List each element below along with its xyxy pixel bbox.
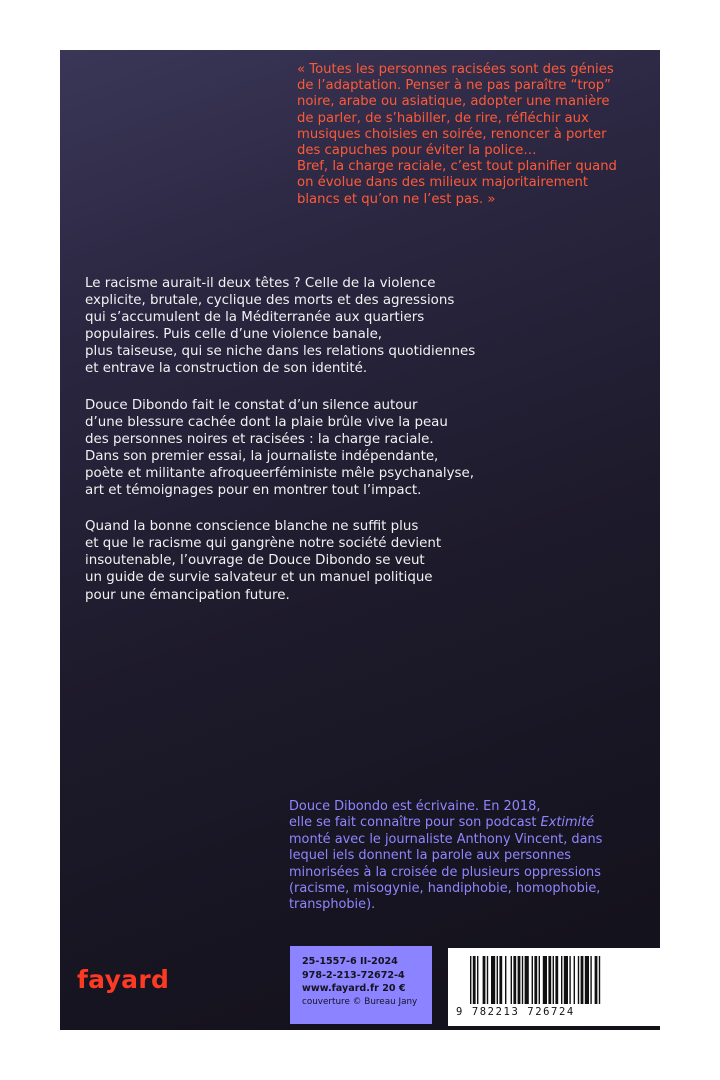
barcode-bar [483,956,486,1004]
barcode-bar [561,956,562,1004]
publisher-logo: fayard [77,965,170,994]
barcode-bar [581,956,584,1004]
barcode-bar [522,956,523,1004]
barcode-number: 9 782213 726724 [456,1006,575,1018]
barcode-bar [590,956,591,1004]
info-box [290,946,432,1024]
barcode-bar [511,956,512,1004]
product-code: 25-1557-6 II-2024 [302,956,398,967]
blurb [85,275,645,623]
barcode-bar [513,956,516,1004]
barcode-bar [595,956,598,1004]
cover-credit: couverture © Bureau Jany [302,996,418,1007]
author-bio [289,799,649,914]
barcode-bar [487,956,488,1004]
podcast-title: Extimité [540,815,595,831]
barcode-bar [548,956,551,1004]
barcode [448,948,660,1026]
pull-quote: « Toutes les personnes racisées sont des génies de l’adaptation. Penser à ne pas paraître “trop” noire, arabe ou asiatique, adopter une manière de parler, de s’habiller, de rire, réfléchir aux musiques choisies en soirée, renoncer à porter des capuches pour éviter la police… Bref, la charge raciale, c’est tout planifier quand on évolue dans des milieux majoritairement blancs et qu’on ne l’est pas. » [297,62,617,207]
barcode-bar [497,956,498,1004]
author-bio-part-1: Douce Dibondo est écrivaine. En 2018, elle se fait connaître pour son podcast [289,799,541,831]
barcode-bar [505,956,506,1004]
barcode-bar [534,956,537,1004]
barcode-bar [470,956,471,1004]
barcode-bar [569,956,570,1004]
barcode-bar [599,956,600,1004]
blurb-paragraph-1: Le racisme aurait-il deux têtes ? Celle de la violence explicite, brutale, cyclique des morts et des agressions qui s’accumulent de la Méditerranée aux quartiers populaires. Puis celle d’une violence banale, plus taiseuse, qui se niche dans les relations quotidiennes et entrave la construction de son identité. [85,276,476,377]
barcode-bar [578,956,579,1004]
isbn-text: 978-2-213-72672-4 [302,969,405,981]
barcode-bar [555,956,558,1004]
barcode-bar [477,956,478,1004]
barcode-bar [564,956,568,1004]
website-price: www.fayard.fr 20 € [302,983,406,994]
barcode-bar [525,956,529,1004]
barcode-bar [539,956,540,1004]
blurb-paragraph-2: Douce Dibondo fait le constat d’un silence autour d’une blessure cachée dont la plaie brûle vive la peau des personnes noires et racisées : la charge raciale. Dans son premier essai, la journaliste indépendante, poète et militante afroqueerféministe mêle psychanalyse, art et témoignages pour en montrer tout l’impact. [85,397,475,499]
barcode-bar [543,956,547,1004]
barcode-bar [532,956,533,1004]
barcode-bar [553,956,554,1004]
barcode-bar [499,956,502,1004]
author-bio-part-2: monté avec le journaliste Anthony Vincent, dans lequel iels donnent la parole aux personnes minorisées à la croisée de plusieurs oppressions (racisme, misogynie, handiphobie, homophobie, transphobie). [289,831,603,913]
blurb-paragraph-3: Quand la bonne conscience blanche ne suffit plus et que le racisme qui gangrène notre société devient insoutenable, l’ouvrage de Douce Dibondo se veut un guide de survie salvateur et un manuel politique pour une émancipation future. [85,519,442,603]
barcode-bars [456,956,652,1006]
barcode-bar [473,956,476,1004]
back-cover [60,50,660,1030]
barcode-bar [574,956,575,1004]
barcode-bar [585,956,589,1004]
barcode-bar [491,956,495,1004]
barcode-bar [518,956,521,1004]
